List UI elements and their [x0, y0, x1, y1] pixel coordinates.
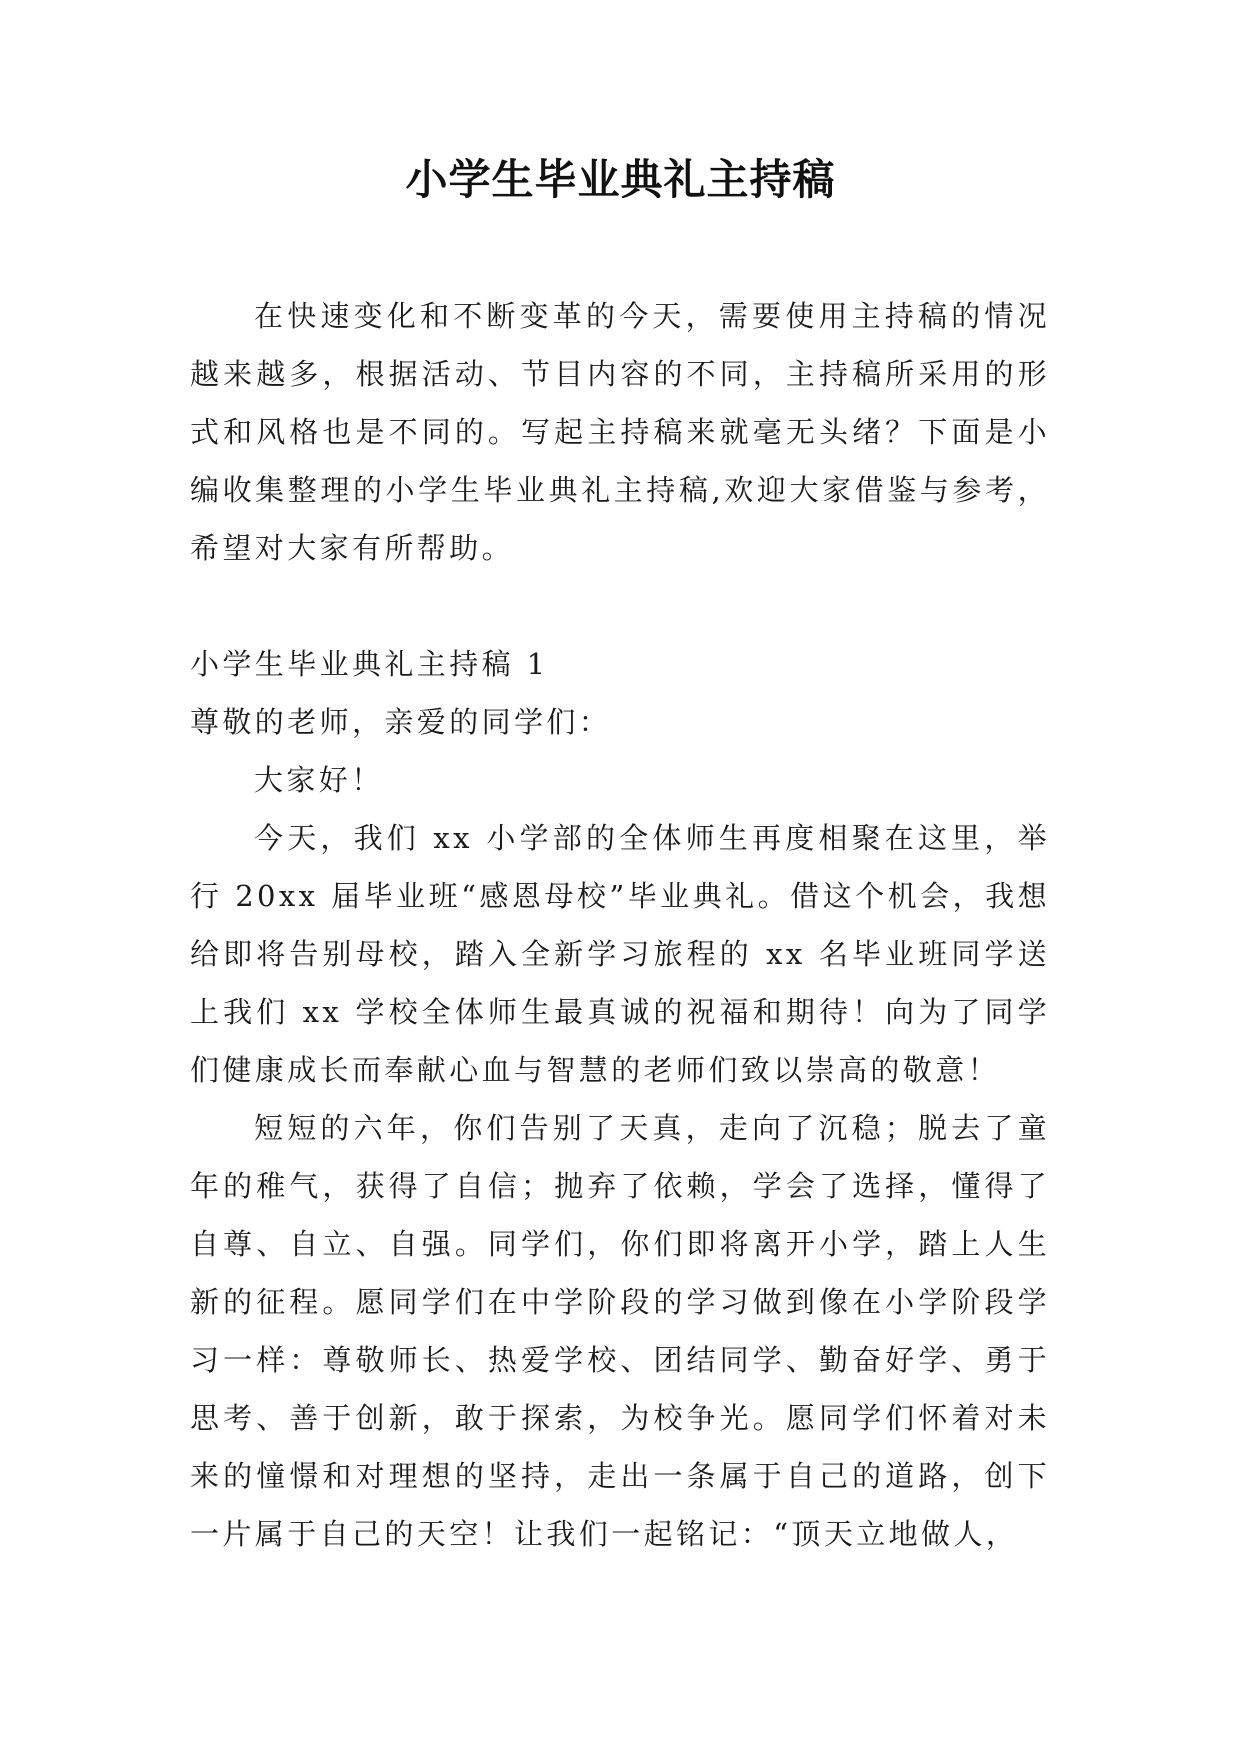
salutation: 尊敬的老师，亲爱的同学们：: [190, 705, 612, 739]
document-body: [190, 287, 1050, 1563]
greeting: 大家好！: [254, 763, 384, 797]
document-title: 小学生毕业典礼主持稿: [405, 155, 836, 204]
intro-paragraph: 在快速变化和不断变革的今天，需要使用主持稿的情况越来越多，根据活动、节目内容的不同，主持稿所采用的形式和风格也是不同的。写起主持稿来就毫无头绪？下面是小编收集整理的小学生毕业典礼主持稿,欢迎大家借鉴与参考，希望对大家有所帮助。: [190, 299, 1050, 565]
body-paragraph: 今天，我们 xx 小学部的全体师生再度相聚在这里，举行 20xx 届毕业班“感恩母校”毕业典礼。借这个机会，我想给即将告别母校，踏入全新学习旅程的 xx 名毕业班同学送上我们 xx 学校全体师生最真诚的祝福和期待！向为了同学们健康成长而奉献心血与智慧的老师们致以崇高的敬意！: [190, 821, 1050, 1087]
body-paragraph: 短短的六年，你们告别了天真，走向了沉稳；脱去了童年的稚气，获得了自信；抛弃了依赖，学会了选择，懂得了自尊、自立、自强。同学们，你们即将离开小学，踏上人生新的征程。愿同学们在中学阶段的学习做到像在小学阶段学习一样：尊敬师长、热爱学校、团结同学、勤奋好学、勇于思考、善于创新，敢于探索，为校争光。愿同学们怀着对未来的憧憬和对理想的坚持，走出一条属于自己的道路，创下一片属于自己的天空！让我们一起铭记：“顶天立地做人，: [190, 1111, 1050, 1551]
section-heading: 小学生毕业典礼主持稿 1: [190, 647, 549, 681]
